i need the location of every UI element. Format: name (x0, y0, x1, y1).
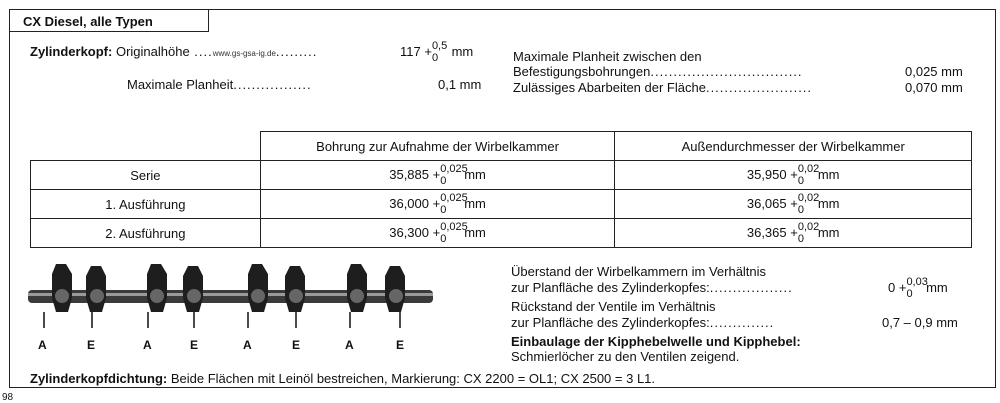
protrusion-line1: Überstand der Wirbelkammern im Verhältnis (511, 264, 767, 279)
valve-label-e: E (190, 338, 199, 352)
right-spec-line2: Befestigungsbohrungen................................. (513, 64, 803, 79)
original-height-value: 117 + 0,5 0 mm (400, 40, 474, 65)
rocker-shaft-illustration (28, 258, 438, 338)
gasket-label: Zylinderkopfdichtung: (30, 371, 168, 386)
installation-note: Schmierlöcher zu den Ventilen zeigend. (511, 349, 740, 364)
right-spec-line2-value: 0,025 mm (905, 64, 963, 79)
max-flatness-text: Maximale Planheit (127, 77, 234, 92)
recess-value: 0,7 – 0,9 mm (882, 315, 958, 330)
recess-line1: Rückstand der Ventile im Verhältnis (511, 299, 716, 314)
table-header-row (31, 132, 972, 161)
valve-label-a: A (143, 338, 152, 352)
installation-heading: Einbaulage der Kipphebelwelle und Kipphebel: (511, 334, 801, 349)
valve-label-e: E (396, 338, 405, 352)
protrusion-line2: zur Planfläche des Zylinderkopfes:.................. (511, 280, 793, 295)
outer-diameter-value: 36,065 + 0,02 0 mm (615, 190, 972, 219)
gasket-line (30, 371, 655, 386)
table-row (31, 219, 972, 248)
row-label: 1. Ausführung (31, 190, 261, 219)
right-spec-line3: Zulässiges Abarbeiten der Fläche....................... (513, 80, 813, 95)
valve-label-e: E (292, 338, 301, 352)
bore-value: 36,300 + 0,025 0 mm (260, 219, 615, 248)
max-flatness-line: Maximale Planheit................. (127, 77, 312, 92)
recess-line2: zur Planfläche des Zylinderkopfes:.............. (511, 315, 775, 330)
row-label: Serie (31, 161, 261, 190)
bore-value: 36,000 + 0,025 0 mm (260, 190, 615, 219)
gasket-text: Beide Flächen mit Leinöl bestreichen, Markierung: CX 2200 = OL1; CX 2500 = 3 L1. (170, 371, 656, 386)
bore-value: 35,885 + 0,025 0 mm (260, 161, 615, 190)
right-spec-line3-value: 0,070 mm (905, 80, 963, 95)
protrusion-value: 0 + 0,03 0 mm (888, 276, 948, 301)
original-height-line: Zylinderkopf: Originalhöhe ....www.gs-gsa-ig.de......... (30, 44, 318, 59)
right-spec-line1: Maximale Planheit zwischen den (513, 49, 702, 64)
cylinder-head-label: Zylinderkopf: (30, 44, 113, 59)
outer-diameter-value: 36,365 + 0,02 0 mm (615, 219, 972, 248)
valve-label-e: E (87, 338, 96, 352)
section-title: CX Diesel, alle Typen (9, 9, 209, 32)
original-height-text: Originalhöhe (115, 44, 190, 59)
valve-label-a: A (38, 338, 47, 352)
valve-label-a: A (345, 338, 354, 352)
outer-diameter-value: 35,950 + 0,02 0 mm (615, 161, 972, 190)
table-row (31, 161, 972, 190)
max-flatness-value: 0,1 mm (438, 77, 482, 92)
table-row (31, 190, 972, 219)
column-header: Außendurchmesser der Wirbelkammer (615, 132, 972, 161)
valve-label-a: A (243, 338, 252, 352)
dimensions-table (30, 131, 972, 248)
page-number: 98 (2, 392, 14, 403)
tolerance: 0,5 0 (431, 40, 448, 65)
watermark: www.gs-gsa-ig.de (212, 49, 276, 58)
row-label: 2. Ausführung (31, 219, 261, 248)
column-header: Bohrung zur Aufnahme der Wirbelkammer (260, 132, 615, 161)
